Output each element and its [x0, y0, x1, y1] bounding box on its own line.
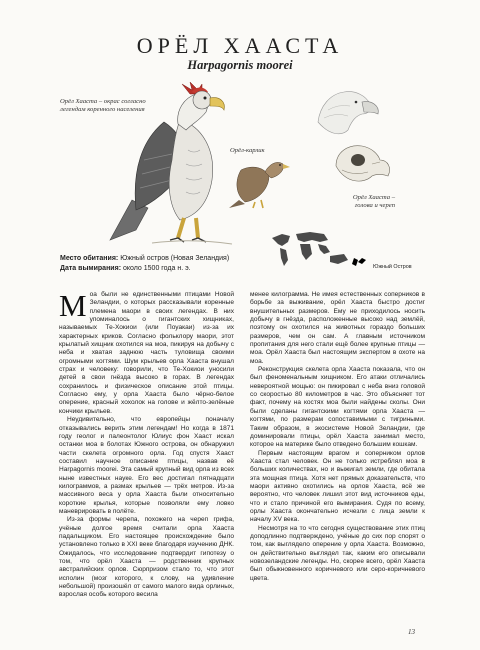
page-subtitle: Harpagornis moorei [187, 58, 293, 72]
paragraph [59, 288, 234, 416]
paragraph: Первым настоящим врагом и соперником орлов Хааста стал человек. Он не только истреблял моа в больших количествах, но и выжигал земли, где обитала эта мощная птица. Хотя нет прямых доказательств, что маори активно охотились на орлов Хааста, всё же вероятно, что человек лишил этот вид источников еды, что и стало причиной его вымирания. Судя по всему, орлы Хааста окончательно исчезли с лица земли к началу XV века. [250, 449, 425, 524]
paragraph: Из-за формы черепа, похожего на череп грифа, учёные долгое время считали орла Хааста падальщиком. Его настоящее происхождение было установлено только в XXI веке благодаря изучению ДНК. Ожидалось, что исследование подтвердит гипотезу о том, что орёл Хааста — родственник крупных австралийских орлов. Сюрпризом стало то, что этот исполин (мозг которого, к слову, на удивление небольшой) произошёл от самого малого вида орлиных, взрослая особь которого весила [59, 516, 234, 599]
text-column-right [250, 291, 425, 583]
paragraph: Несмотря на то что сегодня существование этих птиц доподлинно подтверждено, учёные до сих пор спорят о том, как выглядело оперение у орла Хааста. Возможно, он действительно выглядел так, каким его описывали новозеландские легенды. Но, скорее всего, орёл Хааста был обыкновенного коричневого или серо-коричневого цвета. [250, 524, 425, 582]
page-number: 13 [408, 628, 415, 636]
paragraph-text: оа были не единственными птицами Новой Зеландии, о которых рассказывали коренные племена маори в своих легендах. В них упоминалось о гигантских хищниках, называемых Те-Хокиои (или Поуакаи) из-за их характерных криков. Согласно фольклору маори, этот крылатый хищник охотился на моа, пикируя на добычу с неба и хватая заднюю часть туловища своими огромными когтями. Шум крыльев орла Хааста внушал страх и человеку: говорили, что Те-Хокиои уносили детей в свои гнёзда высоко в горах. В легендах сохранилось и физическое описание этой птицы. Согласно ему, у орла Хааста было чёрно-белое оперение, красный хохолок на голове и жёлто-зелёные кончики крыльев. [59, 291, 234, 415]
page-title: ОРЁЛ ХААСТА [136, 33, 344, 58]
extinction-label: Дата вымирания: [60, 264, 122, 272]
small-eagle-illustration [225, 150, 295, 210]
map-label: Южный Остров [373, 264, 412, 270]
eagle-skull-sketch [332, 140, 392, 188]
main-bird-caption: Орёл Хааста – окрас согласно легендам коренного населения [60, 98, 146, 113]
habitat-label: Место обитания: [60, 255, 119, 262]
heads-caption: Орёл Хааста – голова и череп [352, 194, 395, 209]
text-column-left [59, 288, 234, 600]
eagle-head-sketch [312, 82, 382, 138]
small-eagle-caption: Орёл-карлик [230, 147, 265, 154]
paragraph: Неудивительно, что европейцы поначалу отказывались верить этим легендам! Но когда в 1871 году геолог и палеонтолог Юлиус фон Хааст искал останки моа в болотах Южного острова, он обнаружил части скелета огромного орла. Год спустя Хааст составил научное описание птицы, назвав её Harpagornis moorei. Эта самый крупный вид орла из всех ныне известных науке. Его вес достигал пятнадцати килограммов, а размах крыльев — трёх метров. Из-за массивного веса у орла Хааста были относительно короткие крылья, которые позволяли ему ловко маневрировать в полёте. [59, 416, 234, 515]
world-map [268, 228, 418, 272]
drop-cap: М [59, 288, 87, 323]
habitat-value: Южный остров (Новая Зеландия) [120, 255, 230, 262]
paragraph: менее килограмма. Не имея естественных соперников в борьбе за выживание, орёл Хааста быстро достиг внушительных размеров. Ему не приходилось носить добычу в гнёзда, расположенные высоко над землёй, поэтому он охотился на животных гораздо больших размеров, чем он сам. А главным источником пропитания для него стали ещё более крупные птицы — моа. Орёл Хааста был настоящим экспертом в охоте на моа. [250, 291, 425, 365]
extinction-value: около 1500 года н. э. [122, 264, 191, 272]
paragraph: Реконструкция скелета орла Хааста показала, что он был феноменальным хищником. Его атаки отличались невероятной мощью: он пикировал с неба вниз головой со скоростью 80 километров в час. Это объясняет тот факт, почему на костях моа были найдены сколы. Они были сделаны гигантскими когтями орла Хааста — когтями, по размерам сопоставимыми с тигриными. Таким образом, в экосистеме Новой Зеландии, где доминировали птицы, орёл Хааста занимал место, которое на материке было отведено большим кошкам. [250, 366, 425, 449]
